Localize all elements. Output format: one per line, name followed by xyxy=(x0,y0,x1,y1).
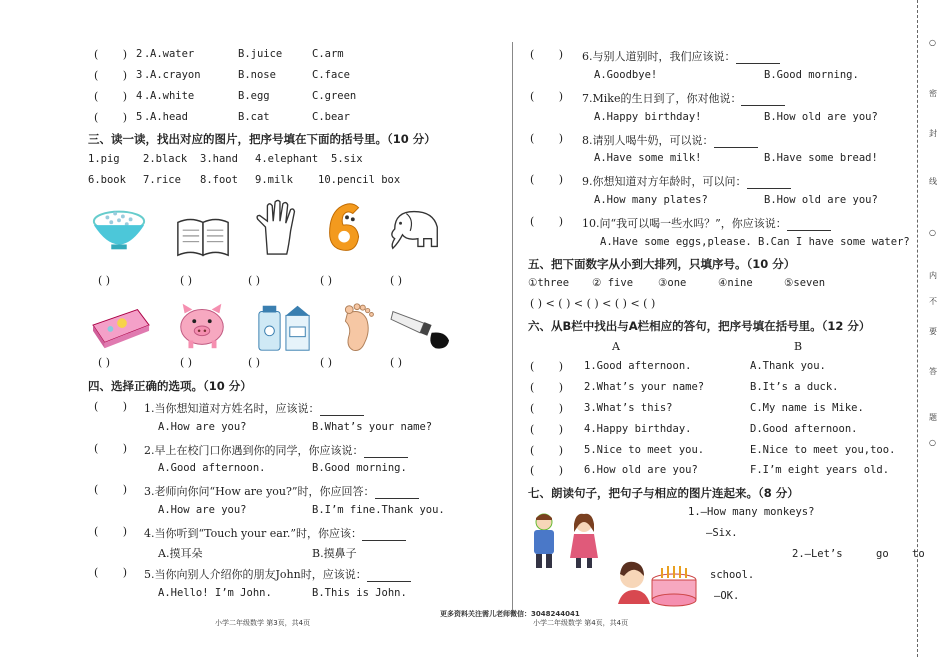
sentence-2-question-part4: school. xyxy=(710,569,755,581)
option-b: B.Good morning. xyxy=(764,69,859,81)
answer-paren[interactable]: ( ) xyxy=(530,402,564,415)
answer-paren[interactable]: ( ) xyxy=(98,274,111,287)
option-c: C.green xyxy=(312,90,357,102)
birthday-cake-picture xyxy=(616,554,702,610)
option-b: B.Can I have some water? xyxy=(758,236,910,248)
answer-paren[interactable]: ( ) xyxy=(180,274,193,287)
binding-circle: ○ xyxy=(929,228,936,237)
book-picture xyxy=(174,205,232,263)
answer-blank[interactable] xyxy=(362,530,406,541)
answer-paren[interactable]: ( ) xyxy=(530,90,564,103)
word-item: 2.black xyxy=(143,153,188,165)
answer-paren[interactable]: ( ) xyxy=(94,69,128,82)
question-text: 2.早上在校门口你遇到你的同学，你应该说： xyxy=(144,442,408,458)
option-a: A.Hello! I’m John. xyxy=(158,587,272,599)
black-paint-tube-picture xyxy=(388,298,454,356)
answer-paren[interactable]: ( ) xyxy=(530,381,564,394)
answer-paren[interactable]: ( ) xyxy=(94,442,128,455)
answer-blank[interactable] xyxy=(736,53,780,64)
binding-char: 不 xyxy=(929,297,937,306)
option-b: B.nose xyxy=(238,69,276,81)
column-b-item: C.My name is Mike. xyxy=(750,402,864,414)
question-text: 1.当你想知道对方姓名时，应该说： xyxy=(144,400,364,416)
q-number: 3 xyxy=(136,69,143,81)
answer-paren[interactable]: ( ) xyxy=(530,48,564,61)
answer-paren[interactable]: ( ) xyxy=(390,274,403,287)
binding-char: 题 xyxy=(929,413,937,422)
option-b: B.How old are you? xyxy=(764,111,878,123)
option-a: A.Good afternoon. xyxy=(158,462,266,474)
column-b-item: E.Nice to meet you,too. xyxy=(750,444,896,456)
question-text: 7.Mike的生日到了，你对他说： xyxy=(582,90,785,106)
binding-char: 密 xyxy=(929,89,937,98)
sentence-1-question: 1.—How many monkeys? xyxy=(688,506,815,518)
column-divider xyxy=(512,42,513,614)
word-item: 6.book xyxy=(88,174,126,186)
column-a-header: A xyxy=(612,340,620,353)
answer-paren[interactable]: ( ) xyxy=(248,274,261,287)
section-6-title: 六、从B栏中找出与A栏相应的答句，把序号填在括号里。（12 分） xyxy=(528,319,871,333)
option-c: C.face xyxy=(312,69,350,81)
section-5-title: 五、把下面数字从小到大排列，只填序号。（10 分） xyxy=(528,257,796,271)
answer-paren[interactable]: ( ) xyxy=(94,111,128,124)
pencil-box-picture xyxy=(88,298,156,356)
column-b-item: B.It’s a duck. xyxy=(750,381,839,393)
option-a: A.Have some milk! xyxy=(594,152,702,164)
binding-circle: ○ xyxy=(929,38,936,47)
answer-blank[interactable] xyxy=(741,95,785,106)
option-b: B.摸鼻子 xyxy=(312,547,357,560)
option-b: B.I’m fine.Thank you. xyxy=(312,504,445,516)
answer-paren[interactable]: ( ) xyxy=(94,48,128,61)
promo-footer: 更多资料关注需儿老师微信：3048244041 xyxy=(440,610,580,618)
option-b: B.egg xyxy=(238,90,270,102)
binding-char: 内 xyxy=(929,271,937,280)
answer-paren[interactable]: ( ) xyxy=(98,356,111,369)
sentence-2-question-part1: 2.—Let’s xyxy=(792,548,843,560)
option-b: B.juice xyxy=(238,48,283,60)
number-six-picture xyxy=(318,198,376,256)
number-item: ⑤seven xyxy=(784,277,826,289)
answer-paren[interactable]: ( ) xyxy=(320,274,333,287)
option-a: A.head xyxy=(150,111,188,123)
answer-paren[interactable]: ( ) xyxy=(320,356,333,369)
answer-paren[interactable]: ( ) xyxy=(530,360,564,373)
option-b: B.Good morning. xyxy=(312,462,407,474)
word-item: 4.elephant xyxy=(255,153,319,165)
binding-char: 答 xyxy=(929,367,937,376)
answer-paren[interactable]: ( ) xyxy=(94,90,128,103)
option-a: A.Have some eggs,please. xyxy=(600,236,752,248)
sentence-1-answer: —Six. xyxy=(706,527,738,539)
column-a-item: 6.How old are you? xyxy=(584,464,698,476)
option-b: B.cat xyxy=(238,111,270,123)
column-a-item: 1.Good afternoon. xyxy=(584,360,692,372)
sentence-2-question-part2: go xyxy=(876,548,889,560)
word-item: 8.foot xyxy=(200,174,238,186)
answer-paren[interactable]: ( ) xyxy=(530,173,564,186)
sentence-2-question-part3: to xyxy=(912,548,925,560)
column-a-item: 5.Nice to meet you. xyxy=(584,444,705,456)
answer-paren[interactable]: ( ) xyxy=(530,464,564,477)
column-a-item: 3.What’s this? xyxy=(584,402,673,414)
q-number: 4 xyxy=(136,90,143,102)
question-text: 5.当你向别人介绍你的朋友John时，应该说： xyxy=(144,566,411,582)
answer-paren[interactable]: ( ) xyxy=(530,444,564,457)
question-text: 9.你想知道对方年龄时，可以问： xyxy=(582,173,791,189)
question-text: 10.问“我可以喝一些水吗？”，你应该说： xyxy=(582,215,831,231)
sentence-2-answer: —OK. xyxy=(714,590,740,602)
answer-paren[interactable]: ( ) xyxy=(180,356,193,369)
option-b: B.How old are you? xyxy=(764,194,878,206)
two-children-picture xyxy=(526,510,606,572)
column-b-header: B xyxy=(794,340,803,353)
binding-circle: ○ xyxy=(929,438,936,447)
pig-picture xyxy=(170,296,234,354)
column-b-item: D.Good afternoon. xyxy=(750,423,858,435)
answer-paren[interactable]: ( ) xyxy=(390,356,403,369)
answer-blank[interactable] xyxy=(747,178,791,189)
binding-dashed-line xyxy=(917,0,918,657)
answer-paren[interactable]: ( ) xyxy=(530,132,564,145)
binding-char: 线 xyxy=(929,177,937,186)
foot-picture xyxy=(328,298,386,356)
column-b-item: A.Thank you. xyxy=(750,360,826,372)
option-a: A.How are you? xyxy=(158,421,247,433)
answer-paren[interactable]: ( ) xyxy=(530,423,564,436)
column-b-item: F.I’m eight years old. xyxy=(750,464,890,476)
option-a: A.摸耳朵 xyxy=(158,547,203,560)
column-a-item: 4.Happy birthday. xyxy=(584,423,692,435)
binding-char: 封 xyxy=(929,129,937,138)
question-text: 3.老师向你问“How are you?”时，你应回答： xyxy=(144,483,419,499)
option-a: A.Happy birthday! xyxy=(594,111,702,123)
option-a: A.How many plates? xyxy=(594,194,708,206)
section-3-title: 三、读一读，找出对应的图片，把序号填在下面的括号里。（10 分） xyxy=(88,132,436,146)
answer-paren[interactable]: ( ) xyxy=(94,483,128,496)
answer-paren[interactable]: ( ) xyxy=(248,356,261,369)
hand-picture xyxy=(250,198,308,256)
option-c: C.arm xyxy=(312,48,344,60)
word-item: 1.pig xyxy=(88,153,120,165)
answer-blank[interactable] xyxy=(367,571,411,582)
word-item: 3.hand xyxy=(200,153,238,165)
section-7-title: 七、朗读句子，把句子与相应的图片连起来。（8 分） xyxy=(528,486,799,500)
binding-char: 要 xyxy=(929,327,937,336)
word-item: 9.milk xyxy=(255,174,293,186)
answer-paren[interactable]: ( ) xyxy=(94,525,128,538)
option-b: B.This is John. xyxy=(312,587,407,599)
page-footer-right: 小学二年级数学 第4页，共4页 xyxy=(533,619,629,627)
order-answer-line[interactable]: ( ) < ( ) < ( ) < ( ) < ( ) xyxy=(530,297,656,310)
answer-paren[interactable]: ( ) xyxy=(530,215,564,228)
answer-blank[interactable] xyxy=(364,447,408,458)
rice-bowl-picture xyxy=(90,200,148,258)
page-footer-left: 小学二年级数学 第3页，共4页 xyxy=(215,619,311,627)
q-number: 5 xyxy=(136,111,143,123)
answer-blank[interactable] xyxy=(787,220,831,231)
elephant-picture xyxy=(384,200,448,258)
word-item: 5.six xyxy=(331,153,363,165)
question-text: 4.当你听到“Touch your ear.”时，你应该： xyxy=(144,525,406,541)
number-item: ④nine xyxy=(718,277,753,289)
column-a-item: 2.What’s your name? xyxy=(584,381,705,393)
option-c: C.bear xyxy=(312,111,350,123)
answer-blank[interactable] xyxy=(320,405,364,416)
answer-blank[interactable] xyxy=(714,137,758,148)
number-item: ③one xyxy=(658,277,687,289)
milk-picture xyxy=(252,298,316,356)
word-item: 10.pencil box xyxy=(318,174,401,186)
answer-paren[interactable]: ( ) xyxy=(94,566,128,579)
question-text: 8.请别人喝牛奶，可以说： xyxy=(582,132,758,148)
option-a: A.How are you? xyxy=(158,504,247,516)
q-number: 2 xyxy=(136,48,143,60)
answer-paren[interactable]: ( ) xyxy=(94,400,128,413)
option-a: A.water xyxy=(150,48,195,60)
option-b: B.What’s your name? xyxy=(312,421,433,433)
option-b: B.Have some bread! xyxy=(764,152,878,164)
option-a: A.white xyxy=(150,90,195,102)
number-item: ①three xyxy=(528,277,570,289)
number-item: ② five xyxy=(592,277,634,289)
option-a: A.Goodbye! xyxy=(594,69,658,81)
word-item: 7.rice xyxy=(143,174,181,186)
section-4-title: 四、选择正确的选项。（10 分） xyxy=(88,379,252,393)
option-a: A.crayon xyxy=(150,69,201,81)
answer-blank[interactable] xyxy=(375,488,419,499)
question-text: 6.与别人道别时，我们应该说： xyxy=(582,48,780,64)
